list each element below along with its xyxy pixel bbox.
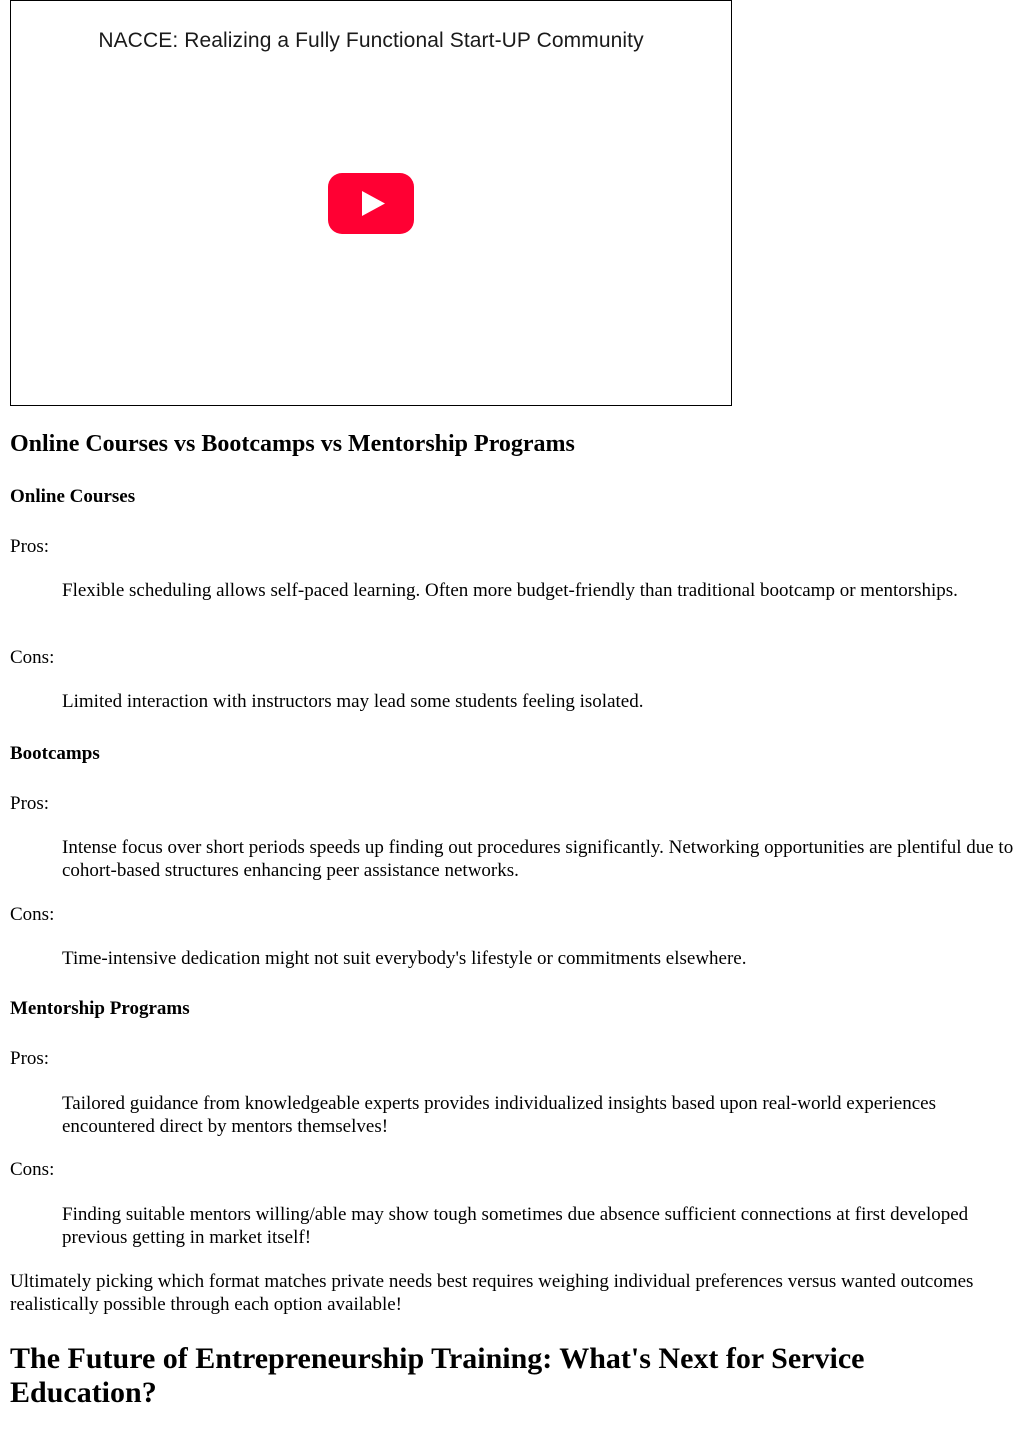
bootcamps-cons-text: Time-intensive dedication might not suit everybody's lifestyle or commitments elsewhere. <box>62 948 747 969</box>
mentorship-cons-label: Cons: <box>10 1159 55 1180</box>
section-title: Online Courses vs Bootcamps vs Mentorship Programs <box>10 431 575 457</box>
bootcamps-pros-label: Pros: <box>10 793 50 814</box>
video-title[interactable]: NACCE: Realizing a Fully Functional Start-UP Community <box>98 29 644 52</box>
mentorship-pros-text: Tailored guidance from knowledgeable experts provides individualized insights based upon real-world experiences encountered direct by mentors themselves! <box>62 1093 936 1137</box>
online-courses-cons-text: Limited interaction with instructors may lead some students feeling isolated. <box>62 691 644 712</box>
conclusion-paragraph: Ultimately picking which format matches private needs best requires weighing individual preferences versus wanted outcomes realistically possible through each option available! <box>10 1271 974 1315</box>
video-embed[interactable] <box>10 0 732 406</box>
mentorship-heading: Mentorship Programs <box>10 998 190 1019</box>
next-section-title: The Future of Entrepreneurship Training: What's Next for Service Education? <box>10 1342 865 1409</box>
online-courses-pros-label: Pros: <box>10 536 50 557</box>
online-courses-pros-text: Flexible scheduling allows self-paced learning. Often more budget-friendly than traditional bootcamp or mentorships. <box>62 580 958 601</box>
bootcamps-cons-label: Cons: <box>10 904 55 925</box>
bootcamps-heading: Bootcamps <box>10 743 100 764</box>
youtube-play-icon[interactable] <box>328 173 414 234</box>
bootcamps-pros-text: Intense focus over short periods speeds up finding out procedures significantly. Networking opportunities are plentiful due to cohort-based structures enhancing peer assistance networks. <box>62 837 1014 881</box>
online-courses-heading: Online Courses <box>10 486 136 507</box>
mentorship-pros-label: Pros: <box>10 1048 50 1069</box>
mentorship-cons-text: Finding suitable mentors willing/able may show tough sometimes due absence sufficient connections at first developed previous getting in market itself! <box>62 1204 969 1248</box>
online-courses-cons-label: Cons: <box>10 647 55 668</box>
